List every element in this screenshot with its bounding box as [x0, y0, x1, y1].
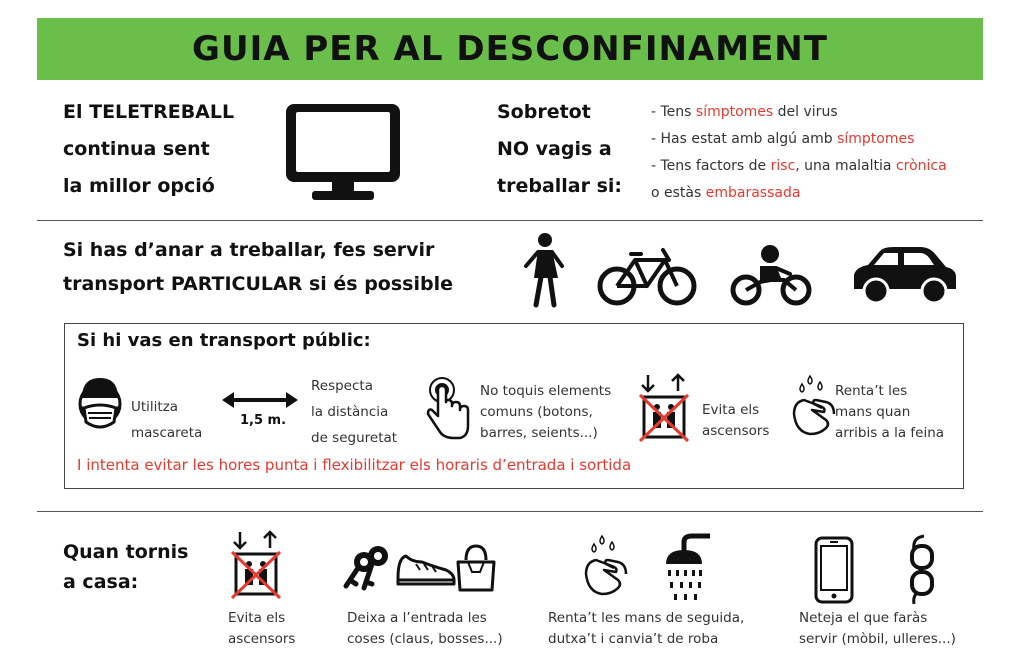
private-transport-line: transport PARTICULAR si és possible — [63, 273, 453, 295]
keys-icon — [342, 542, 398, 594]
stay-home-heading-line: NO vagis a — [497, 138, 612, 160]
wash-hands-icon — [790, 374, 838, 440]
glasses-icon — [906, 534, 936, 606]
private-transport-line: Si has d’anar a treballar, fes servir — [63, 239, 435, 261]
stay-home-heading-line: treballar si: — [497, 175, 623, 197]
public-item-caption — [702, 400, 769, 442]
stay-home-list — [651, 99, 947, 207]
stay-home-heading-line: Sobretot — [497, 101, 591, 123]
telework-line: la millor opció — [63, 175, 215, 197]
caption-line: arribis a la feina — [835, 425, 945, 441]
car-icon — [848, 245, 960, 307]
telework-line: continua sent — [63, 138, 210, 160]
walking-person-icon — [520, 230, 570, 308]
private-transport-text — [63, 233, 453, 301]
caption-line: No toquis elements — [480, 383, 612, 399]
handbag-icon — [454, 542, 498, 594]
caption-line: dutxa’t i canvia’t de roba — [548, 631, 719, 647]
home-item-caption — [228, 608, 295, 650]
home-item-caption — [347, 608, 503, 650]
shower-icon — [656, 532, 716, 602]
public-item-caption — [835, 381, 944, 444]
caption-line: mans quan — [835, 404, 911, 420]
telework-text — [63, 94, 234, 205]
divider — [37, 511, 983, 512]
caption-line: Neteja el que faràs — [799, 610, 928, 626]
caption-line: Utilitza — [131, 399, 179, 415]
home-heading-line: a casa: — [63, 571, 139, 593]
stay-home-item: - Tens factors de risc, una malaltia crònica — [651, 158, 947, 174]
caption-line: mascareta — [131, 425, 203, 441]
caption-line: Deixa a l’entrada les — [347, 610, 487, 626]
bicycle-icon — [597, 244, 697, 306]
caption-line: Renta’t les — [835, 383, 908, 399]
public-item-caption — [480, 381, 611, 444]
caption-line: comuns (botons, — [480, 404, 593, 420]
caption-line: Renta’t les mans de seguida, — [548, 610, 745, 626]
caption-line: coses (claus, bosses...) — [347, 631, 503, 647]
caption-line: Evita els — [228, 610, 286, 626]
home-item-caption — [799, 608, 956, 650]
rush-hour-warning: I intenta evitar les hores punta i flexibilitzar els horaris d’entrada i sortida — [77, 456, 632, 474]
monitor-icon — [284, 102, 402, 202]
public-transport-heading: Si hi vas en transport públic: — [77, 330, 371, 351]
distance-arrow-icon — [220, 390, 300, 410]
stay-home-item: - Has estat amb algú amb símptomes — [651, 131, 915, 147]
stay-home-item: o estàs embarassada — [651, 185, 801, 201]
caption-line: barres, seients...) — [480, 425, 598, 441]
caption-line: la distància — [311, 404, 389, 420]
public-item-caption — [311, 373, 397, 451]
no-elevator-icon — [230, 530, 282, 600]
caption-line: ascensors — [228, 631, 296, 647]
home-heading-line: Quan tornis — [63, 541, 189, 563]
page-title: GUIA PER AL DESCONFINAMENT — [192, 29, 828, 69]
divider — [37, 220, 983, 221]
home-item-caption — [548, 608, 744, 650]
smartphone-icon — [814, 536, 854, 604]
caption-line: Respecta — [311, 378, 373, 394]
motorbike-icon — [730, 244, 814, 308]
distance-label: 1,5 m. — [240, 413, 287, 428]
touch-hand-icon — [424, 376, 472, 440]
caption-line: servir (mòbil, ulleres...) — [799, 631, 956, 647]
public-item-caption — [131, 394, 202, 446]
wash-hands-icon — [582, 534, 630, 600]
mask-icon — [74, 376, 126, 438]
telework-line: El TELETREBALL — [63, 101, 235, 123]
shoe-icon — [396, 550, 456, 590]
caption-line: Evita els — [702, 402, 760, 418]
caption-line: de seguretat — [311, 430, 398, 446]
home-heading — [63, 537, 189, 597]
caption-line: ascensors — [702, 423, 770, 439]
stay-home-heading — [497, 94, 622, 205]
stay-home-item: - Tens símptomes del virus — [651, 104, 838, 120]
no-elevator-icon — [638, 373, 690, 443]
